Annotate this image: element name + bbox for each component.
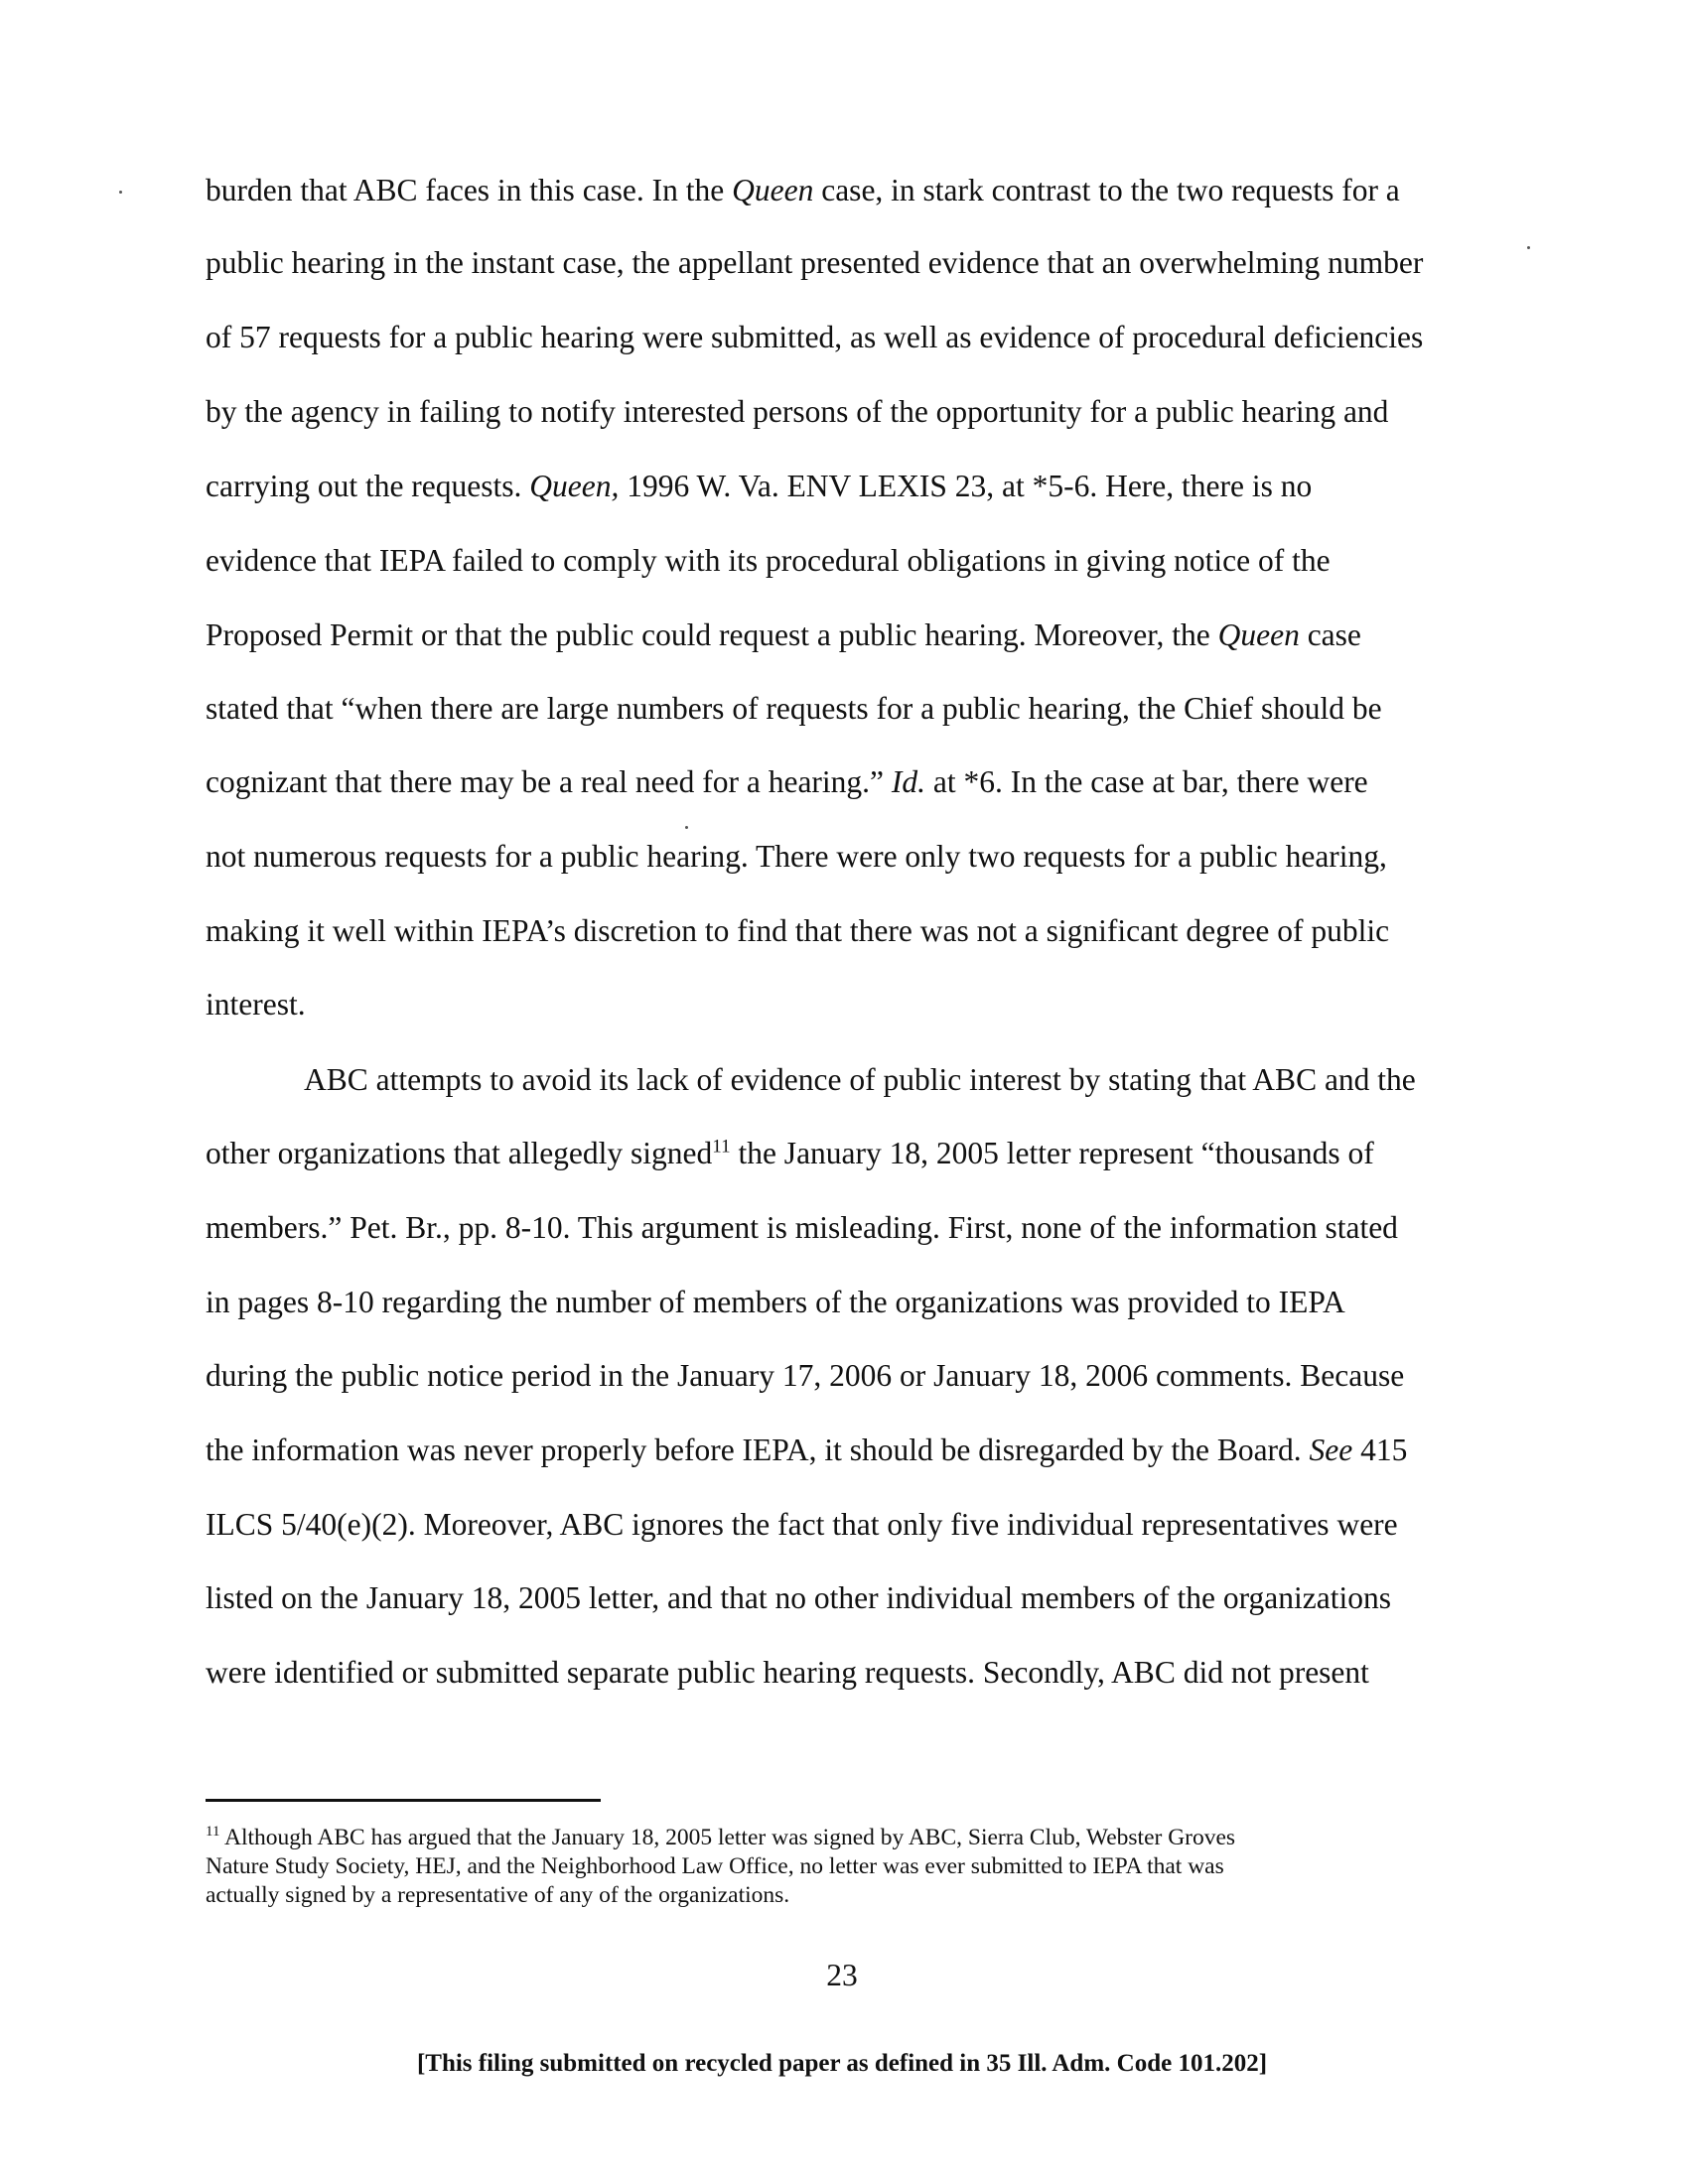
footer-recycled-paper-notice: [This filing submitted on recycled paper as defined in 35 Ill. Adm. Code 101.202] [416, 2050, 1268, 2077]
footnote-line-1: $^{11}$ Although ABC has argued that the January 18, 2005 letter was signed by ABC, Sierra Club, Webster Groves [206, 1824, 1236, 1850]
body-line-20: listed on the January 18, 2005 letter, and that no other individual members of the organizations [206, 1580, 1392, 1615]
body-line-6: evidence that IEPA failed to comply with its procedural obligations in giving notice of the [206, 543, 1331, 578]
body-line-2: public hearing in the instant case, the appellant presented evidence that an overwhelming number [206, 245, 1424, 280]
body-line-9: cognizant that there may be a real need for a hearing.” Id. at *6. In the case at bar, there were [206, 764, 1368, 799]
footnote-line-2: Nature Study Society, HEJ, and the Neighborhood Law Office, no letter was ever submitted to IEPA that was [206, 1853, 1224, 1879]
body-line-1: burden that ABC faces in this case. In the Queen case, in stark contrast to the two requests for a [206, 173, 1400, 207]
footnote-divider [206, 1799, 601, 1802]
body-line-8: stated that “when there are large numbers of requests for a public hearing, the Chief should be [206, 691, 1382, 726]
body-line-17: during the public notice period in the January 17, 2006 or January 18, 2006 comments. Because [206, 1358, 1405, 1393]
body-line-4: by the agency in failing to notify interested persons of the opportunity for a public hearing and [206, 394, 1389, 429]
scan-speck [1527, 246, 1530, 249]
body-line-11: making it well within IEPA’s discretion to find that there was not a significant degree of public [206, 913, 1390, 948]
body-line-19: ILCS 5/40(e)(2). Moreover, ABC ignores the fact that only five individual representatives were [206, 1507, 1398, 1542]
body-line-16: in pages 8-10 regarding the number of members of the organizations was provided to IEPA [206, 1285, 1345, 1319]
body-line-12: interest. [206, 987, 306, 1022]
body-line-13: ABC attempts to avoid its lack of evidence of public interest by stating that ABC and the [304, 1062, 1416, 1097]
body-line-15: members.” Pet. Br., pp. 8-10. This argument is misleading. First, none of the information stated [206, 1210, 1398, 1245]
scan-speck [685, 826, 688, 829]
page-number: 23 [826, 1958, 858, 1992]
body-line-3: of 57 requests for a public hearing were submitted, as well as evidence of procedural deficiencies [206, 320, 1424, 354]
body-line-5: carrying out the requests. Queen, 1996 W. Va. ENV LEXIS 23, at *5-6. Here, there is no [206, 469, 1313, 503]
body-line-21: were identified or submitted separate public hearing requests. Secondly, ABC did not present [206, 1655, 1369, 1690]
body-line-10: not numerous requests for a public hearing. There were only two requests for a public hearing, [206, 839, 1387, 874]
footnote-marker: 11 [206, 1824, 220, 1841]
footnote-line-3: actually signed by a representative of any of the organizations. [206, 1882, 790, 1908]
scan-speck [119, 191, 122, 194]
footnote-reference: 11 [712, 1136, 731, 1158]
body-line-18: the information was never properly before IEPA, it should be disregarded by the Board. See 415 [206, 1433, 1408, 1467]
body-line-7: Proposed Permit or that the public could request a public hearing. Moreover, the Queen case [206, 617, 1361, 652]
body-line-14: other organizations that allegedly signed$^{11}$ the January 18, 2005 letter represent “thousands of [206, 1136, 1374, 1170]
